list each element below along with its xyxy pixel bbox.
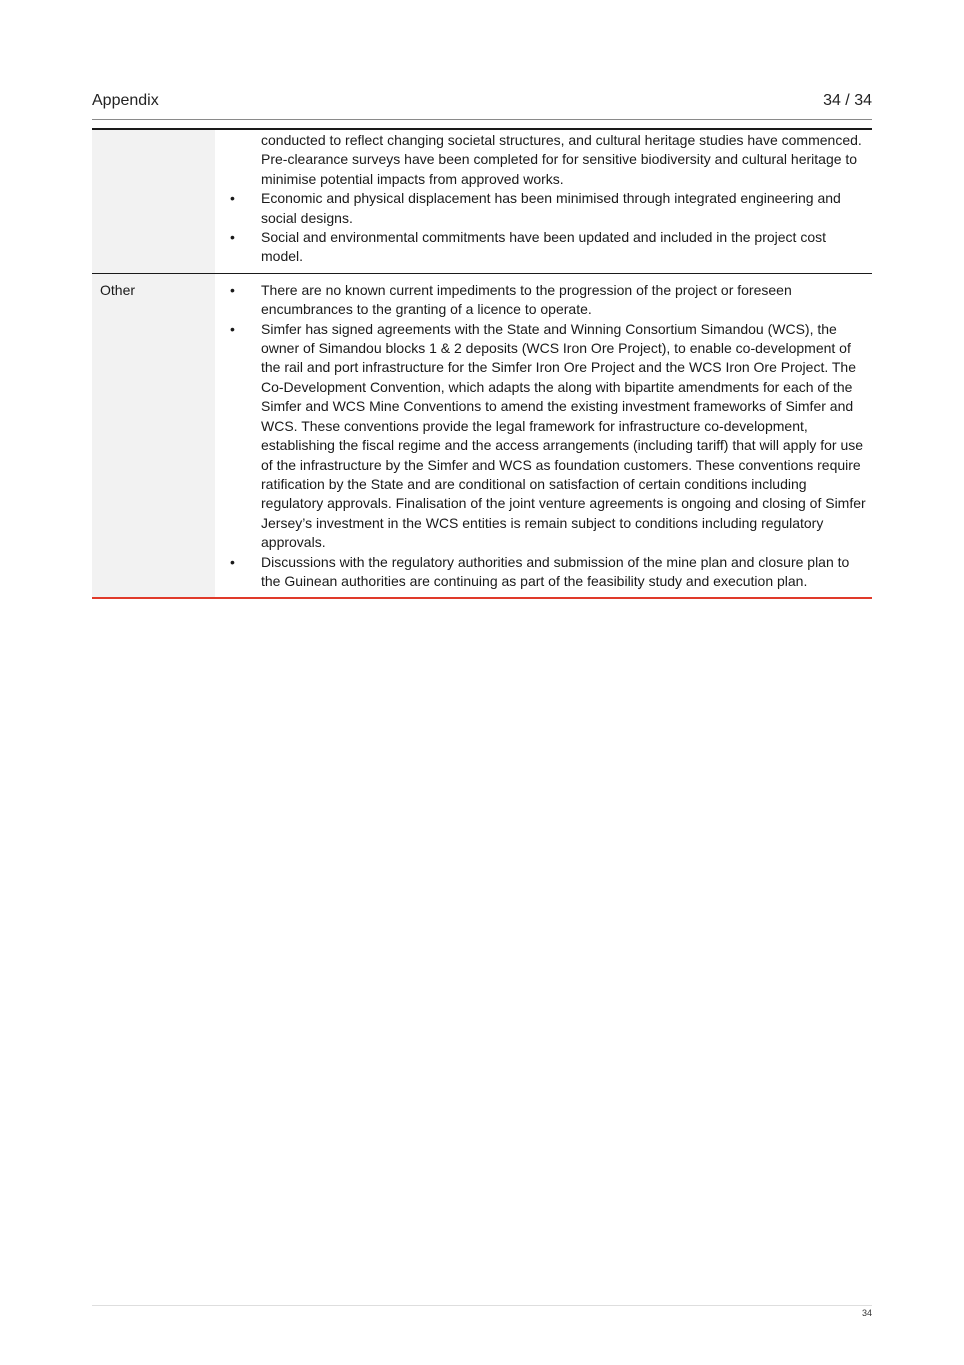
section-title: Appendix bbox=[92, 92, 159, 109]
page-indicator: 34 / 34 bbox=[823, 92, 872, 109]
table-row bbox=[92, 130, 872, 273]
bullet-list bbox=[215, 281, 866, 592]
list-item: • Discussions with the regulatory authorities and submission of the mine plan and closure plan to the Guinean authorities are continuing as part of the feasibility study and execution plan. bbox=[215, 553, 866, 592]
bullet-list bbox=[215, 189, 866, 267]
footer-page-number: 34 bbox=[861, 1308, 872, 1318]
footer-divider bbox=[92, 1305, 872, 1306]
list-item: • There are no known current impediments to the progression of the project or foreseen encumbrances to the granting of a licence to operate. bbox=[215, 281, 866, 320]
list-item: • Economic and physical displacement has been minimised through integrated engineering and social designs. bbox=[215, 189, 866, 228]
criteria-table bbox=[92, 128, 872, 599]
continuation-paragraph: conducted to reflect changing societal structures, and cultural heritage studies have commenced. Pre-clearance surveys have been completed for for sensitive biodiversity and cultural heritage to minimise potential impacts from approved works. bbox=[261, 132, 862, 187]
row-content bbox=[215, 274, 872, 598]
row-label bbox=[92, 130, 215, 273]
row-content bbox=[215, 130, 872, 273]
page-header bbox=[92, 92, 872, 120]
row-label-other: Other bbox=[92, 274, 215, 598]
list-item: • Simfer has signed agreements with the State and Winning Consortium Simandou (WCS), the owner of Simandou blocks 1 & 2 deposits (WCS Iron Ore Project), to enable co-development of the rail and port infrastructure for the Simfer Iron Ore Project and the WCS Iron Ore Project. The Co-Development Convention, which adapts the along with bipartite amendments for each of the Simfer and WCS Mine Conventions to amend the existing investment frameworks of Simfer and WCS. These conventions provide the legal framework for infrastructure co-development, establishing the fiscal regime and the access arrangements (including tariff) that will apply for use of the infrastructure by the Simfer and WCS as foundation customers. These conventions require ratification by the State and are conditional on satisfaction of certain conditions including regulatory approvals. Finalisation of the joint venture agreements is ongoing and closing of Simfer Jersey’s investment in the WCS entities is remain subject to conditions including regulatory approvals. bbox=[215, 320, 866, 553]
header-divider bbox=[92, 119, 872, 120]
table-row bbox=[92, 273, 872, 598]
list-item: • Social and environmental commitments have been updated and included in the project cost model. bbox=[215, 228, 866, 267]
